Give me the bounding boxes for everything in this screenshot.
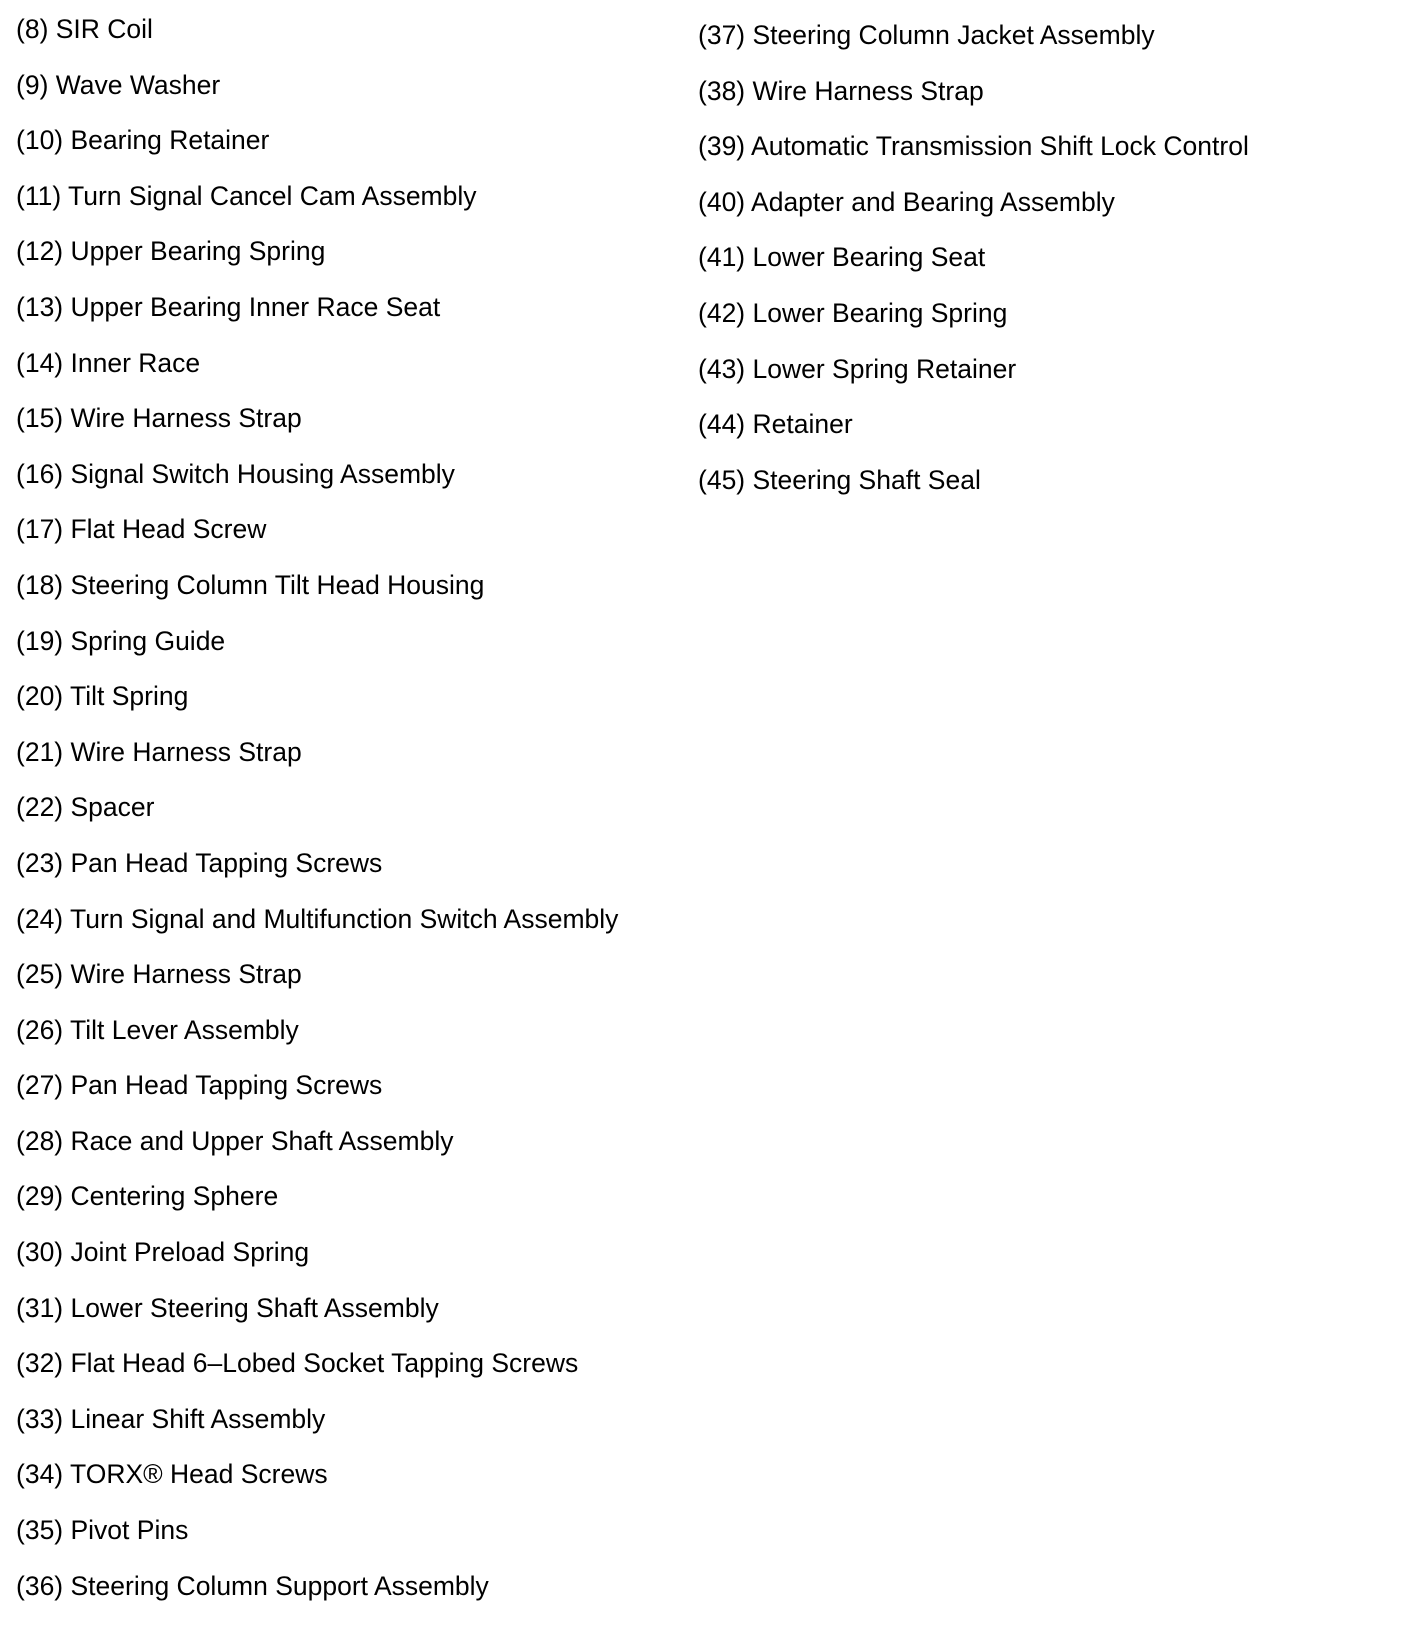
- list-item: (12) Upper Bearing Spring: [16, 236, 326, 267]
- parts-list-right: [698, 17, 1388, 517]
- list-item: (41) Lower Bearing Seat: [698, 242, 986, 273]
- list-item: (30) Joint Preload Spring: [16, 1237, 310, 1268]
- list-item: (22) Spacer: [16, 792, 155, 823]
- list-item: (37) Steering Column Jacket Assembly: [698, 20, 1155, 50]
- list-item: (26) Tilt Lever Assembly: [16, 1014, 299, 1045]
- list-item: (14) Inner Race: [16, 347, 201, 378]
- list-item: (27) Pan Head Tapping Screws: [16, 1070, 383, 1101]
- list-item: (10) Bearing Retainer: [16, 125, 270, 156]
- list-item: (39) Automatic Transmission Shift Lock Control: [698, 131, 1249, 162]
- list-item: (8) SIR Coil: [16, 14, 153, 44]
- list-item: (40) Adapter and Bearing Assembly: [698, 186, 1115, 217]
- list-item: (45) Steering Shaft Seal: [698, 464, 981, 495]
- list-item: (36) Steering Column Support Assembly: [16, 1570, 489, 1601]
- list-item: (42) Lower Bearing Spring: [698, 297, 1008, 328]
- list-item: (28) Race and Upper Shaft Assembly: [16, 1125, 454, 1156]
- list-item: (20) Tilt Spring: [16, 681, 189, 712]
- list-item: (34) TORX® Head Screws: [16, 1459, 328, 1490]
- list-item: (29) Centering Sphere: [16, 1181, 279, 1212]
- list-item: (11) Turn Signal Cancel Cam Assembly: [16, 180, 477, 211]
- list-item: (35) Pivot Pins: [16, 1515, 189, 1546]
- list-item: (44) Retainer: [698, 409, 853, 440]
- list-item: (18) Steering Column Tilt Head Housing: [16, 569, 485, 600]
- list-item: (19) Spring Guide: [16, 625, 226, 656]
- list-item: (21) Wire Harness Strap: [16, 736, 302, 767]
- list-item: (23) Pan Head Tapping Screws: [16, 847, 383, 878]
- list-item: (16) Signal Switch Housing Assembly: [16, 458, 455, 489]
- list-item: (33) Linear Shift Assembly: [16, 1403, 326, 1434]
- list-item: (24) Turn Signal and Multifunction Switch Assembly: [16, 903, 619, 934]
- list-item: (17) Flat Head Screw: [16, 514, 267, 545]
- list-item: (32) Flat Head 6–Lobed Socket Tapping Screws: [16, 1348, 579, 1379]
- parts-list-left: [16, 11, 676, 1623]
- list-item: (38) Wire Harness Strap: [698, 75, 984, 106]
- list-item: (25) Wire Harness Strap: [16, 959, 302, 990]
- list-item: (9) Wave Washer: [16, 69, 221, 100]
- list-item: (43) Lower Spring Retainer: [698, 353, 1017, 384]
- list-item: (31) Lower Steering Shaft Assembly: [16, 1292, 439, 1323]
- list-item: (15) Wire Harness Strap: [16, 403, 302, 434]
- list-item: (13) Upper Bearing Inner Race Seat: [16, 291, 441, 322]
